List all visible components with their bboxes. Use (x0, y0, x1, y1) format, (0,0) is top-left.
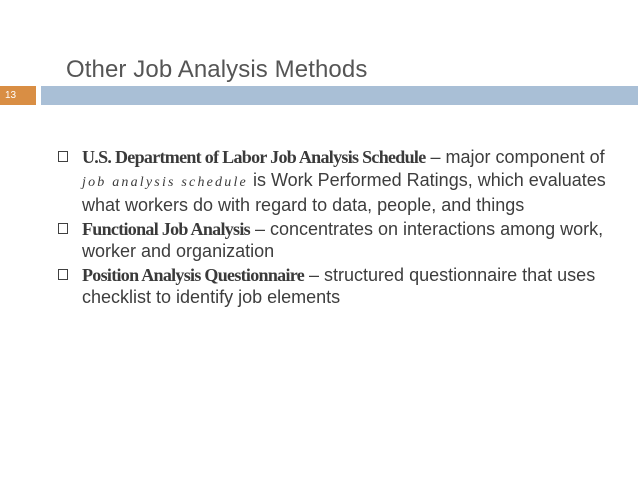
slide-number-badge (0, 86, 36, 105)
bullet-term: Position Analysis Questionnaire (82, 264, 305, 285)
bullet-text: is Work Performed Ratings, which evaluates what workers do with regard to data, people, and things (82, 169, 606, 215)
list-item (55, 146, 615, 217)
bullet-text: – concentrates on interactions among work, worker and organization (82, 218, 604, 261)
title-underline-bar (41, 86, 638, 105)
bullet-term: Functional Job Analysis (82, 218, 250, 239)
bullet-text: – structured questionnaire that uses checklist to identify job elements (82, 264, 596, 307)
square-bullet-icon (58, 223, 68, 234)
bullet-text: – major component of (425, 147, 605, 167)
list-item (55, 218, 615, 263)
slide-title: Other Job Analysis Methods (66, 56, 368, 83)
square-bullet-icon (58, 151, 68, 162)
bullet-list (55, 146, 615, 310)
bullet-term: U.S. Department of Labor Job Analysis Schedule (82, 147, 426, 167)
bullet-emphasis: job analysis schedule (82, 174, 248, 190)
list-item (55, 264, 615, 309)
square-bullet-icon (58, 269, 68, 280)
slide-number: 13 (5, 90, 17, 101)
